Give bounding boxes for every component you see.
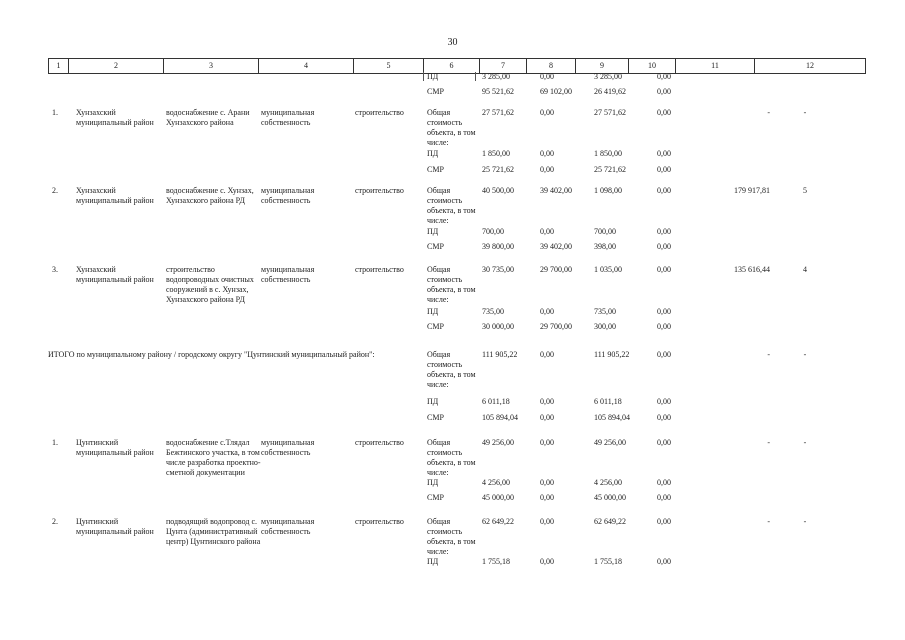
header-col-9: 9 bbox=[575, 59, 628, 73]
ownership-cell: муниципальная собственность bbox=[261, 265, 315, 284]
value-col-9: 62 649,22 bbox=[594, 517, 626, 526]
cost-label: Общая стоимость объекта, в том числе: bbox=[427, 186, 476, 225]
object-cell: строительство водопроводных очистных сооружений в с. Хунзах, Хунзахского района РД bbox=[166, 265, 254, 304]
value-col-8: 0,00 bbox=[540, 517, 554, 526]
value-col-7: 1 850,00 bbox=[482, 149, 510, 158]
header-col-1: 1 bbox=[48, 59, 68, 73]
value-col-7: 30 000,00 bbox=[482, 322, 514, 331]
row-number: 1. bbox=[52, 108, 58, 117]
row-number: 1. bbox=[52, 438, 58, 447]
value-col-8: 0,00 bbox=[540, 350, 554, 359]
value-col-9: 1 850,00 bbox=[594, 149, 622, 158]
value-col-11: 179 917,81 bbox=[734, 186, 770, 195]
cost-part-label: СМР bbox=[427, 413, 444, 422]
value-col-9: 45 000,00 bbox=[594, 493, 626, 502]
cost-part-label: ПД bbox=[427, 478, 439, 487]
value-col-7: 6 011,18 bbox=[482, 397, 510, 406]
value-col-8: 0,00 bbox=[540, 165, 554, 174]
cost-label: Общая стоимость объекта, в том числе: bbox=[427, 350, 476, 389]
district-cell: Хунзахский муниципальный район bbox=[76, 108, 154, 127]
cost-part-label: СМР bbox=[427, 493, 444, 502]
value-col-10: 0,00 bbox=[657, 265, 671, 274]
cost-label: Общая стоимость объекта, в том числе: bbox=[427, 438, 476, 477]
value-col-9: 700,00 bbox=[594, 227, 616, 236]
header-col-2: 2 bbox=[68, 59, 163, 73]
value-col-10: 0,00 bbox=[657, 350, 671, 359]
value-col-11: - bbox=[767, 438, 770, 447]
value-col-10: 0,00 bbox=[657, 517, 671, 526]
column-rule bbox=[423, 72, 424, 81]
cost-part-label: СМР bbox=[427, 322, 444, 331]
value-col-7: 1 755,18 bbox=[482, 557, 510, 566]
row-number: 3. bbox=[52, 265, 58, 274]
district-cell: Цунтинский муниципальный район bbox=[76, 438, 154, 457]
value-col-12: - bbox=[803, 350, 807, 359]
value-col-8: 0,00 bbox=[540, 438, 554, 447]
value-col-9: 25 721,62 bbox=[594, 165, 626, 174]
cost-label: Общая стоимость объекта, в том числе: bbox=[427, 517, 476, 556]
cost-part-label: ПД bbox=[427, 557, 439, 566]
header-col-10: 10 bbox=[628, 59, 675, 73]
value-col-9: 111 905,22 bbox=[594, 350, 630, 359]
object-cell: водоснабжение с.Тлядал Бежтинского участка, в том числе разработка проектно-сметной документации bbox=[166, 438, 261, 477]
header-col-4: 4 bbox=[258, 59, 353, 73]
value-col-7: 49 256,00 bbox=[482, 438, 514, 447]
value-col-7: 111 905,22 bbox=[482, 350, 518, 359]
value-col-9: 49 256,00 bbox=[594, 438, 626, 447]
value-col-10: 0,00 bbox=[657, 87, 671, 96]
value-col-7: 39 800,00 bbox=[482, 242, 514, 251]
value-col-8: 0,00 bbox=[540, 478, 554, 487]
object-cell: водоснабжение с. Арани Хунзахского района bbox=[166, 108, 250, 127]
value-col-8: 69 102,00 bbox=[540, 87, 572, 96]
value-col-8: 29 700,00 bbox=[540, 265, 572, 274]
value-col-7: 105 894,04 bbox=[482, 413, 518, 422]
header-col-11: 11 bbox=[675, 59, 754, 73]
value-col-9: 27 571,62 bbox=[594, 108, 626, 117]
value-col-9: 26 419,62 bbox=[594, 87, 626, 96]
value-col-7: 3 285,00 bbox=[482, 72, 510, 81]
value-col-8: 0,00 bbox=[540, 72, 554, 81]
value-col-10: 0,00 bbox=[657, 108, 671, 117]
cost-part-label: ПД bbox=[427, 72, 439, 81]
value-col-8: 0,00 bbox=[540, 493, 554, 502]
value-col-10: 0,00 bbox=[657, 322, 671, 331]
value-col-8: 0,00 bbox=[540, 413, 554, 422]
ownership-cell: муниципальная собственность bbox=[261, 108, 315, 127]
value-col-11: 135 616,44 bbox=[734, 265, 770, 274]
value-col-12: 5 bbox=[803, 186, 807, 195]
value-col-10: 0,00 bbox=[657, 186, 671, 195]
value-col-10: 0,00 bbox=[657, 149, 671, 158]
cost-part-label: СМР bbox=[427, 165, 444, 174]
cost-part-label: СМР bbox=[427, 242, 444, 251]
value-col-8: 0,00 bbox=[540, 557, 554, 566]
value-col-7: 735,00 bbox=[482, 307, 504, 316]
object-cell: водоснабжение с. Хунзах, Хунзахского района РД bbox=[166, 186, 254, 205]
value-col-12: - bbox=[803, 517, 807, 526]
value-col-12: 4 bbox=[803, 265, 807, 274]
header-col-3: 3 bbox=[163, 59, 258, 73]
work-type-cell: строительство bbox=[355, 108, 404, 117]
value-col-9: 1 035,00 bbox=[594, 265, 622, 274]
value-col-9: 6 011,18 bbox=[594, 397, 622, 406]
cost-part-label: ПД bbox=[427, 149, 439, 158]
value-col-8: 0,00 bbox=[540, 149, 554, 158]
work-type-cell: строительство bbox=[355, 265, 404, 274]
value-col-10: 0,00 bbox=[657, 493, 671, 502]
row-number: 2. bbox=[52, 517, 58, 526]
header-col-12: 12 bbox=[754, 59, 866, 73]
cost-label: Общая стоимость объекта, в том числе: bbox=[427, 265, 476, 304]
value-col-7: 45 000,00 bbox=[482, 493, 514, 502]
ownership-cell: муниципальная собственность bbox=[261, 186, 315, 205]
value-col-7: 25 721,62 bbox=[482, 165, 514, 174]
value-col-10: 0,00 bbox=[657, 557, 671, 566]
work-type-cell: строительство bbox=[355, 517, 404, 526]
value-col-9: 105 894,04 bbox=[594, 413, 630, 422]
row-number: 2. bbox=[52, 186, 58, 195]
value-col-9: 4 256,00 bbox=[594, 478, 622, 487]
value-col-10: 0,00 bbox=[657, 307, 671, 316]
value-col-11: - bbox=[767, 108, 770, 117]
value-col-10: 0,00 bbox=[657, 413, 671, 422]
value-col-8: 0,00 bbox=[540, 307, 554, 316]
district-cell: Цунтинский муниципальный район bbox=[76, 517, 154, 536]
value-col-10: 0,00 bbox=[657, 227, 671, 236]
value-col-7: 40 500,00 bbox=[482, 186, 514, 195]
value-col-8: 39 402,00 bbox=[540, 186, 572, 195]
value-col-8: 0,00 bbox=[540, 227, 554, 236]
district-cell: Хунзахский муниципальный район bbox=[76, 186, 154, 205]
object-cell: подводящий водопровод с. Цунта (административный центр) Цунтинского района bbox=[166, 517, 261, 546]
page-number: 30 bbox=[447, 37, 458, 48]
work-type-cell: строительство bbox=[355, 438, 404, 447]
ownership-cell: муниципальная собственность bbox=[261, 517, 315, 536]
cost-label: Общая стоимость объекта, в том числе: bbox=[427, 108, 476, 147]
work-type-cell: строительство bbox=[355, 186, 404, 195]
cost-part-label: ПД bbox=[427, 307, 439, 316]
value-col-9: 1 098,00 bbox=[594, 186, 622, 195]
district-cell: Хунзахский муниципальный район bbox=[76, 265, 154, 284]
column-rule bbox=[475, 72, 476, 81]
value-col-8: 29 700,00 bbox=[540, 322, 572, 331]
value-col-8: 0,00 bbox=[540, 108, 554, 117]
value-col-12: - bbox=[803, 108, 807, 117]
header-col-5: 5 bbox=[353, 59, 423, 73]
cost-part-label: СМР bbox=[427, 87, 444, 96]
value-col-8: 39 402,00 bbox=[540, 242, 572, 251]
value-col-10: 0,00 bbox=[657, 478, 671, 487]
value-col-9: 398,00 bbox=[594, 242, 616, 251]
value-col-7: 27 571,62 bbox=[482, 108, 514, 117]
header-col-6: 6 bbox=[423, 59, 479, 73]
value-col-10: 0,00 bbox=[657, 397, 671, 406]
value-col-9: 1 755,18 bbox=[594, 557, 622, 566]
value-col-7: 4 256,00 bbox=[482, 478, 510, 487]
ownership-cell: муниципальная собственность bbox=[261, 438, 315, 457]
cost-part-label: ПД bbox=[427, 397, 439, 406]
value-col-7: 62 649,22 bbox=[482, 517, 514, 526]
value-col-10: 0,00 bbox=[657, 438, 671, 447]
header-col-7: 7 bbox=[479, 59, 526, 73]
value-col-11: - bbox=[767, 517, 770, 526]
cost-part-label: ПД bbox=[427, 227, 439, 236]
value-col-7: 700,00 bbox=[482, 227, 504, 236]
value-col-10: 0,00 bbox=[657, 165, 671, 174]
value-col-7: 30 735,00 bbox=[482, 265, 514, 274]
value-col-9: 3 285,00 bbox=[594, 72, 622, 81]
value-col-9: 735,00 bbox=[594, 307, 616, 316]
value-col-8: 0,00 bbox=[540, 397, 554, 406]
value-col-11: - bbox=[767, 350, 770, 359]
value-col-10: 0,00 bbox=[657, 242, 671, 251]
value-col-7: 95 521,62 bbox=[482, 87, 514, 96]
value-col-10: 0,00 bbox=[657, 72, 671, 81]
value-col-9: 300,00 bbox=[594, 322, 616, 331]
header-col-8: 8 bbox=[526, 59, 575, 73]
total-label: ИТОГО по муниципальному району / городскому округу "Цунтинский муниципальный район": bbox=[48, 350, 375, 359]
value-col-12: - bbox=[803, 438, 807, 447]
